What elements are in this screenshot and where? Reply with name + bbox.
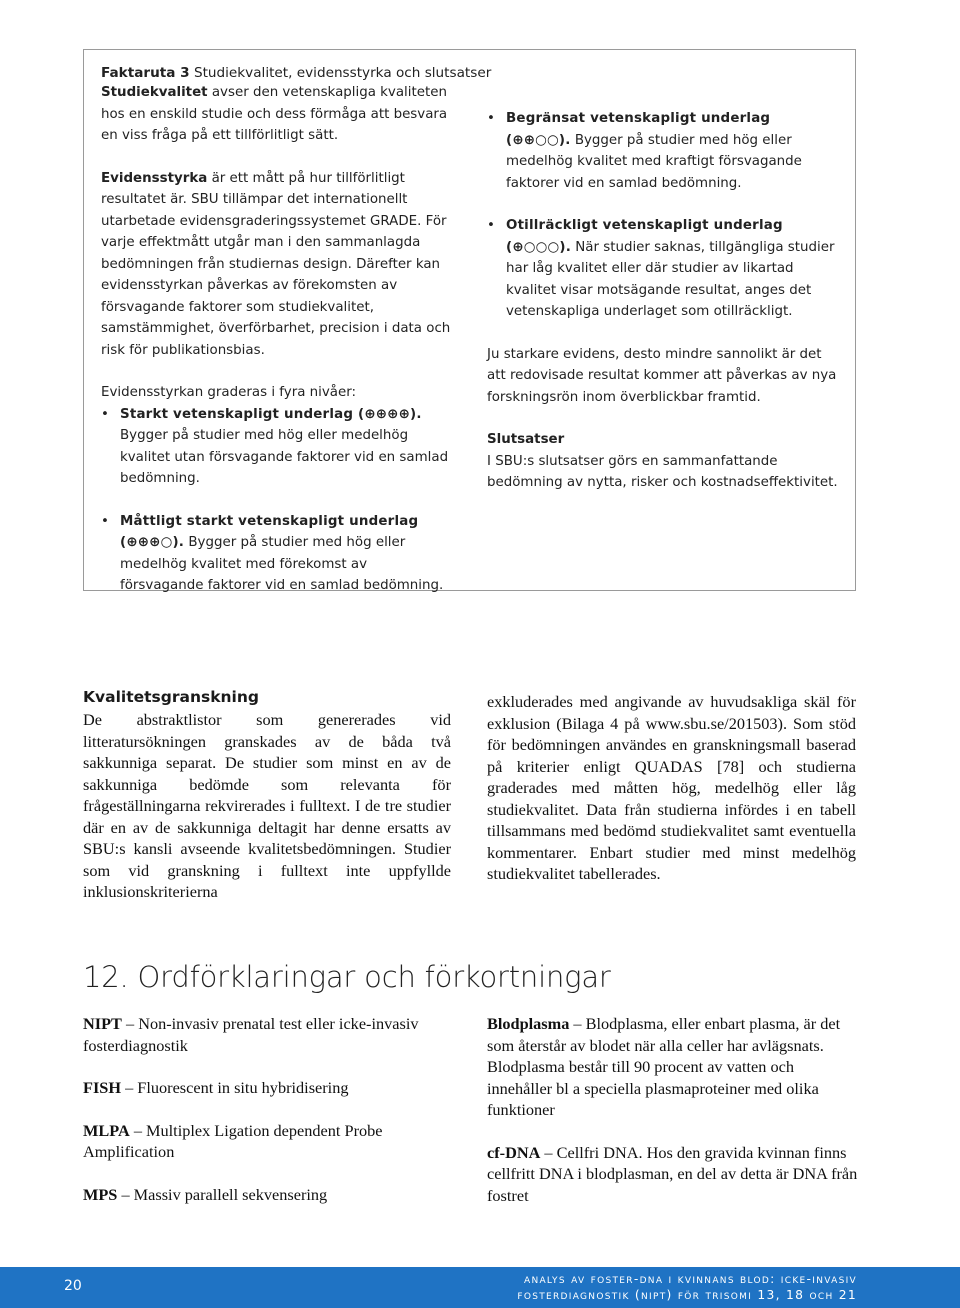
- glossary-term: MLPA: [83, 1120, 130, 1140]
- kvalitet-left-text: De abstraktlistor som genererades vid litteratursökningen granskades av de båda två sakkunniga separat. De studier som minst en av de sakkunniga bedömde som relevanta för frågeställningarna rekvirerades i fulltext. I de tre studier där en av de sakkunniga deltagit har denne ersatts av SBU:s kansli avseende kvalitetsbedömningen. Studier som vid granskning i fulltext inte uppfyllde inklusionskriterierna: [83, 710, 451, 901]
- glossary-term: NIPT: [83, 1014, 122, 1033]
- kvalitet-right-text: exkluderades med angivande av huvudsakliga skäl för exklusion (Bilaga 4 på www.sbu.se/201503). Som stöd för bedömningen användes en granskningsmall baserad på kriterier enligt QUADAS [78] och studierna graderades med måtten hög, medelhög eller låg studiekvalitet. Data från studierna infördes i en tabell tillsammans med bedömd studiekvalitet samt eventuella kommentarer. Enbart studier med minst medelhög studiekvalitet tabellerades.: [487, 692, 856, 883]
- fact-box-left-column: [101, 82, 454, 597]
- fact-box-title: [101, 65, 491, 81]
- level-text: Bygger på studier med hög eller medelhög kvalitet utan försvagande faktorer vid en samlad bedömning.: [120, 428, 449, 486]
- glossary-entry: [83, 1013, 453, 1056]
- evidensstyrka-text: är ett mått på hur tillförlitligt resultatet är. SBU tillämpar det internationellt utarbetade evidensgraderingssystemet GRADE. För varje effektmått utgår man i den sammanlagda bedömningen från studiernas design. Därefter kan evidensstyrkan påverkas av förekomsten av försvagande faktorer som studiekvalitet, samstämmighet, överförbarhet, precision i data och risk för publikationsbias.: [101, 170, 451, 358]
- evidence-summary-paragraph: Ju starkare evidens, desto mindre sannolikt är det att redovisade resultat kommer att påverkas av nya forskningsrön inom överblickbar framtid.: [487, 346, 837, 405]
- level-item: [101, 511, 454, 597]
- kvalitet-heading: Kvalitetsgranskning: [83, 688, 260, 706]
- level-text: Bygger på studier med hög eller medelhög kvalitet med förekomst av försvagande faktorer vid en samlad bedömning.: [120, 535, 444, 593]
- fact-box-right-column: [487, 108, 838, 494]
- page-footer: [0, 1267, 960, 1308]
- page-number: 20: [64, 1278, 82, 1294]
- level-heading: Otillräckligt vetenskapligt underlag (⊕○○○).: [506, 218, 783, 255]
- glossary-left-column: [83, 1013, 453, 1205]
- level-text: Bygger på studier med hög eller medelhög kvalitet med kraftigt försvagande faktorer vid en samlad bedömning.: [506, 132, 802, 191]
- running-title-line-1: analys av foster-dna i kvinnans blod: icke-invasiv: [523, 1272, 857, 1286]
- glossary-entry: [487, 1013, 859, 1121]
- bullet-icon: •: [487, 111, 495, 126]
- glossary-heading: 12. Ordförklaringar och förkortningar: [83, 960, 611, 994]
- levels-intro: Evidensstyrkan graderas i fyra nivåer:: [101, 385, 357, 400]
- running-title: [517, 1271, 857, 1303]
- level-item: [487, 215, 838, 323]
- level-item: [101, 404, 454, 490]
- slutsatser-text: I SBU:s slutsatser görs en sammanfattande bedömning av nytta, risker och kostnadseffektivitet.: [487, 453, 838, 490]
- evidensstyrka-paragraph: [101, 168, 454, 362]
- evidensstyrka-term: Evidensstyrka: [101, 170, 208, 186]
- glossary-definition: – Massiv parallell sekvensering: [121, 1184, 328, 1204]
- level-heading: Starkt vetenskapligt underlag (⊕⊕⊕⊕).: [120, 406, 422, 422]
- glossary-term: FISH: [83, 1078, 122, 1097]
- glossary-definition: – Cellfri DNA. Hos den gravida kvinnan finns cellfritt DNA i blodplasman, en del av detta är DNA från fostret: [487, 1142, 858, 1205]
- glossary-entry: [83, 1184, 453, 1206]
- kvalitet-left-column: [83, 688, 451, 903]
- glossary-term: cf-DNA: [487, 1142, 541, 1162]
- level-heading: Begränsat vetenskapligt underlag (⊕⊕○○).: [506, 111, 771, 148]
- studiekvalitet-paragraph: [101, 82, 454, 147]
- glossary-definition: – Multiplex Ligation dependent Probe Amplification: [83, 1120, 383, 1161]
- glossary-entry: [83, 1120, 453, 1163]
- bullet-icon: •: [101, 406, 109, 422]
- glossary-entry: [487, 1142, 859, 1207]
- fact-box-subtitle: Studiekvalitet, evidensstyrka och slutsatser: [193, 65, 492, 81]
- glossary-right-column: [487, 1013, 859, 1206]
- bullet-icon: •: [487, 218, 495, 233]
- glossary-entry: [83, 1077, 453, 1099]
- slutsatser-heading: Slutsatser: [487, 432, 565, 447]
- glossary-definition: – Blodplasma, eller enbart plasma, är det som återstår av blodet när alla celler har avlägsnats. Blodplasma består till 90 procent av vatten och innehåller bl a speciella plasmaproteiner med olika funktioner: [487, 1014, 841, 1119]
- level-item: [487, 108, 838, 194]
- fact-box-label: Faktaruta 3: [101, 65, 190, 81]
- studiekvalitet-term: Studiekvalitet: [101, 85, 208, 100]
- running-title-line-2: fosterdiagnostik (nipt) för trisomi 13, 18 och 21: [517, 1288, 857, 1302]
- studiekvalitet-text: avser den vetenskapliga kvaliteten hos en enskild studie och dess förmåga att besvara en viss fråga på ett tillförlitligt sätt.: [101, 85, 448, 143]
- bullet-icon: •: [101, 513, 109, 529]
- glossary-term: MPS: [83, 1184, 118, 1204]
- glossary-term: Blodplasma: [487, 1014, 570, 1033]
- level-heading: Måttligt starkt vetenskapligt underlag (⊕⊕⊕○).: [120, 513, 419, 550]
- glossary-definition: – Non-invasiv prenatal test eller icke-invasiv fosterdiagnostik: [83, 1014, 419, 1055]
- glossary-definition: – Fluorescent in situ hybridisering: [125, 1078, 349, 1097]
- level-text: När studier saknas, tillgängliga studier har låg kvalitet eller där studier av likartad kvalitet visar motsägande resultat, anges det vetenskapliga underlaget som otillräckligt.: [506, 239, 835, 319]
